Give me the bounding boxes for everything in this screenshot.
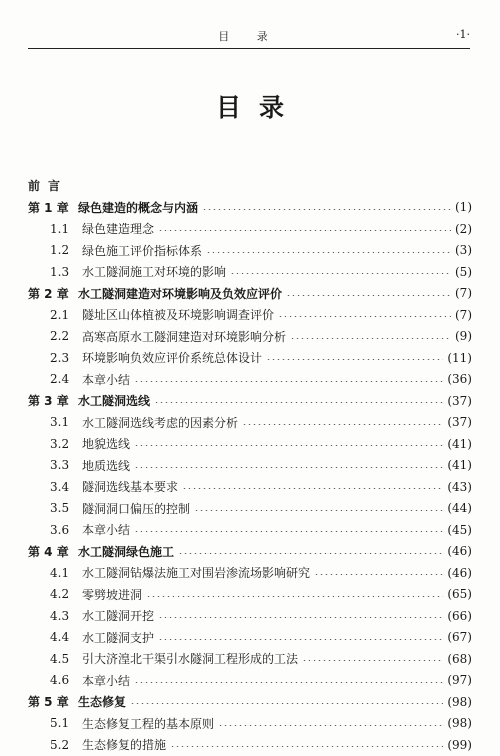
toc-number: 1.3 <box>50 264 70 279</box>
toc-number: 3.2 <box>50 436 70 451</box>
page-title: 目录 <box>215 93 302 122</box>
toc-page-number: (46) <box>447 565 472 580</box>
toc-number: 4.2 <box>50 587 70 602</box>
toc-title: 本章小结 <box>82 372 131 387</box>
dot-leader <box>206 252 451 253</box>
dot-leader <box>134 445 443 446</box>
dot-leader <box>266 359 443 360</box>
toc-title: 水工隧洞选线 <box>78 394 151 409</box>
toc-page-number: (37) <box>447 393 472 408</box>
toc-number: 第 1 章 <box>28 200 69 215</box>
toc-title: 本章小结 <box>82 673 131 688</box>
dot-leader <box>178 553 443 554</box>
toc-page-number: (65) <box>447 587 472 602</box>
toc-number: 4.3 <box>50 608 70 623</box>
toc-page-number: (1) <box>455 200 472 215</box>
toc-section-row <box>28 218 472 240</box>
dot-leader <box>314 574 443 575</box>
toc-page-number: (46) <box>447 544 472 559</box>
toc-page-number: (9) <box>455 329 472 344</box>
toc-section-row <box>28 476 472 498</box>
toc-page-number: (44) <box>447 501 472 516</box>
dot-leader <box>290 338 451 339</box>
dot-leader <box>302 660 443 661</box>
toc-number: 2.1 <box>50 307 70 322</box>
toc-number: 3.3 <box>50 458 70 473</box>
toc-title: 水工隧洞施工对环境的影响 <box>82 265 227 280</box>
toc-page-number: (68) <box>447 651 472 666</box>
toc-number: 第 5 章 <box>28 695 69 710</box>
header-rule <box>28 48 470 49</box>
dot-leader <box>134 381 443 382</box>
dot-leader <box>278 316 451 317</box>
table-of-contents <box>28 175 472 756</box>
toc-section-row <box>28 584 472 606</box>
toc-chapter-row <box>28 541 472 563</box>
toc-page-number: (11) <box>447 350 472 365</box>
toc-number: 2.2 <box>50 329 70 344</box>
toc-page-number: (41) <box>447 458 472 473</box>
toc-page-number: (7) <box>455 286 472 301</box>
toc-page-number: (5) <box>455 264 472 279</box>
toc-title: 水工隧洞开挖 <box>82 609 155 624</box>
toc-number: 1.1 <box>50 221 70 236</box>
toc-number: 3.1 <box>50 415 70 430</box>
toc-section-row <box>28 304 472 326</box>
dot-leader <box>134 531 443 532</box>
toc-number: 5.2 <box>50 737 70 752</box>
toc-number: 4.6 <box>50 673 70 688</box>
toc-section-row <box>28 562 472 584</box>
running-head-page-number: ·1· <box>456 28 470 41</box>
toc-title: 水工隧洞建造对环境影响及负效应评价 <box>78 286 283 301</box>
toc-title: 地质选线 <box>82 458 131 473</box>
toc-number: 第 2 章 <box>28 286 69 301</box>
toc-page-number: (41) <box>447 436 472 451</box>
toc-page-number: (99) <box>447 737 472 752</box>
toc-title: 隧址区山体植被及环境影响调查评价 <box>82 308 275 323</box>
toc-page-number: (45) <box>447 522 472 537</box>
toc-chapter-row <box>28 691 472 713</box>
toc-number: 前言 <box>28 179 69 194</box>
toc-number: 4.1 <box>50 565 70 580</box>
toc-section-row <box>28 648 472 670</box>
toc-number: 2.3 <box>50 350 70 365</box>
toc-section-row <box>28 455 472 477</box>
toc-title: 生态修复的措施 <box>82 738 167 753</box>
toc-chapter-row <box>28 197 472 219</box>
running-head <box>28 28 470 46</box>
toc-number: 3.5 <box>50 501 70 516</box>
toc-section-row <box>28 519 472 541</box>
dot-leader <box>230 273 451 274</box>
toc-section-row <box>28 369 472 391</box>
toc-number: 4.5 <box>50 651 70 666</box>
dot-leader <box>134 467 443 468</box>
toc-title: 隧洞洞口偏压的控制 <box>82 501 191 516</box>
toc-title: 地貌选线 <box>82 437 131 452</box>
dot-leader <box>146 596 443 597</box>
toc-section-row <box>28 347 472 369</box>
dot-leader <box>130 703 443 704</box>
dot-leader <box>202 209 451 210</box>
toc-title: 环境影响负效应评价系统总体设计 <box>82 351 263 366</box>
toc-title: 绿色建造的概念与内涵 <box>78 200 199 215</box>
dot-leader <box>134 682 443 683</box>
toc-section-row <box>28 734 472 756</box>
toc-number: 3.6 <box>50 522 70 537</box>
toc-title: 本章小结 <box>82 523 131 538</box>
toc-number: 1.2 <box>50 243 70 258</box>
toc-section-row <box>28 412 472 434</box>
toc-section-row <box>28 670 472 692</box>
toc-number: 5.1 <box>50 716 70 731</box>
toc-section-row <box>28 605 472 627</box>
toc-page-number: (7) <box>455 307 472 322</box>
toc-page-number: (67) <box>447 630 472 645</box>
toc-section-row <box>28 240 472 262</box>
dot-leader <box>158 230 451 231</box>
toc-page-number: (3) <box>455 243 472 258</box>
toc-title: 零劈坡进洞 <box>82 587 143 602</box>
toc-section-row <box>28 627 472 649</box>
toc-number: 4.4 <box>50 630 70 645</box>
toc-front-row <box>28 175 472 197</box>
toc-chapter-row <box>28 283 472 305</box>
dot-leader <box>194 510 443 511</box>
toc-title: 水工隧洞钻爆法施工对围岩渗流场影响研究 <box>82 566 311 581</box>
toc-page-number: (37) <box>447 415 472 430</box>
dot-leader <box>158 639 443 640</box>
toc-title: 生态修复 <box>78 695 127 710</box>
toc-section-row <box>28 261 472 283</box>
dot-leader <box>182 488 443 489</box>
toc-number: 2.4 <box>50 372 70 387</box>
toc-number: 3.4 <box>50 479 70 494</box>
toc-number: 第 4 章 <box>28 544 69 559</box>
toc-title: 高寒高原水工隧洞建造对环境影响分析 <box>82 329 287 344</box>
toc-page-number: (66) <box>447 608 472 623</box>
toc-page-number: (2) <box>455 221 472 236</box>
toc-title: 引大济湟北干渠引水隧洞工程形成的工法 <box>82 652 299 667</box>
toc-section-row <box>28 498 472 520</box>
toc-page-number: (36) <box>447 372 472 387</box>
toc-title: 绿色施工评价指标体系 <box>82 243 203 258</box>
dot-leader <box>218 725 443 726</box>
toc-section-row <box>28 433 472 455</box>
toc-title: 水工隧洞支护 <box>82 630 155 645</box>
toc-section-row <box>28 713 472 735</box>
toc-section-row <box>28 326 472 348</box>
running-head-title: 目 录 <box>218 30 280 43</box>
toc-title: 水工隧洞选线考虑的因素分析 <box>82 415 239 430</box>
toc-title: 隧洞选线基本要求 <box>82 480 179 495</box>
toc-page-number: (98) <box>447 716 472 731</box>
toc-title: 生态修复工程的基本原则 <box>82 716 215 731</box>
toc-page-number: (98) <box>447 694 472 709</box>
dot-leader <box>170 746 443 747</box>
dot-leader <box>286 295 451 296</box>
toc-page-number: (43) <box>447 479 472 494</box>
toc-chapter-row <box>28 390 472 412</box>
toc-number: 第 3 章 <box>28 394 69 409</box>
dot-leader <box>242 424 443 425</box>
toc-title: 水工隧洞绿色施工 <box>78 544 175 559</box>
toc-page-number: (97) <box>447 673 472 688</box>
dot-leader <box>158 617 443 618</box>
dot-leader <box>154 402 443 403</box>
toc-title: 绿色建造理念 <box>82 222 155 237</box>
